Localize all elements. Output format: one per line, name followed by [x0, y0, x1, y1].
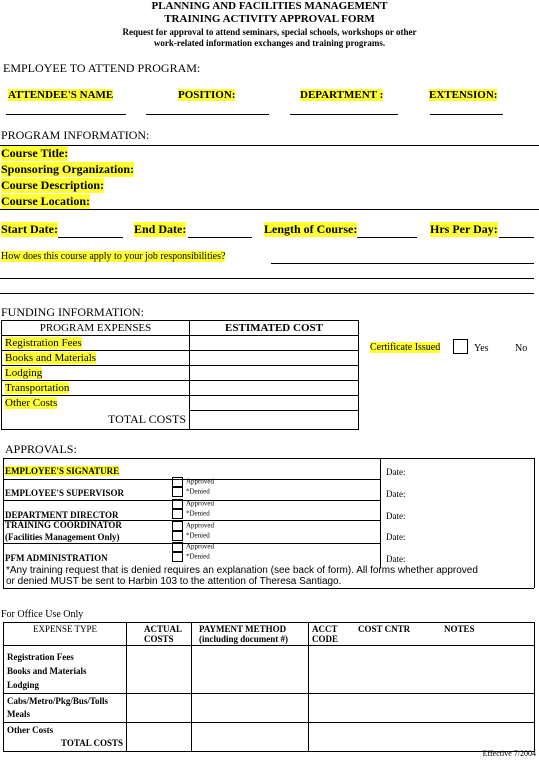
- certificate-yes[interactable]: Yes: [474, 343, 489, 354]
- program-divider-2: [0, 209, 539, 210]
- expense-label: Books and Materials: [2, 351, 190, 366]
- acct-code-cell[interactable]: [309, 694, 356, 723]
- estimated-cost-cell[interactable]: [190, 366, 359, 381]
- cost-cntr-cell[interactable]: [355, 723, 441, 752]
- supervisor-label: EMPLOYEE'S SUPERVISOR: [5, 488, 124, 498]
- acct-label-2: CODE: [312, 634, 339, 644]
- acct-code-cell[interactable]: [309, 723, 356, 752]
- payment-method-cell[interactable]: [192, 646, 309, 694]
- actual-cost-cell[interactable]: [127, 694, 192, 723]
- program-heading: PROGRAM INFORMATION:: [1, 128, 150, 142]
- notes-cell[interactable]: [441, 694, 535, 723]
- pfm-denied[interactable]: *Denied: [172, 552, 210, 562]
- training-coordinator-sub: (Facilities Management Only): [5, 532, 120, 542]
- program-divider: [0, 145, 539, 146]
- office-row-label: Meals: [7, 709, 30, 719]
- estimated-cost-cell[interactable]: [190, 351, 359, 366]
- pfm-admin-label: PFM ADMINISTRATION: [5, 553, 108, 563]
- length-label: Length of Course:: [264, 222, 358, 236]
- approvals-bottom-border: [3, 588, 534, 589]
- hrs-per-day-label: Hrs Per Day:: [430, 222, 498, 236]
- col-notes: NOTES: [441, 623, 535, 646]
- certificate-no[interactable]: No: [515, 343, 528, 354]
- department-field[interactable]: [290, 114, 398, 115]
- apply-question: How does this course apply to your job responsibilities?: [1, 251, 226, 262]
- table-row: [2, 336, 359, 351]
- form-subtitle-line2: work-related information exchanges and training programs.: [153, 38, 386, 48]
- certificate-checkbox[interactable]: [453, 339, 468, 354]
- pfm-date[interactable]: Date:: [386, 554, 406, 564]
- checkbox-icon[interactable]: [172, 542, 183, 552]
- table-row: [2, 351, 359, 366]
- expense-label: Lodging: [2, 366, 190, 381]
- approvals-left-border: [3, 458, 4, 588]
- form-subtitle-line1: Request for approval to attend seminars, special schools, workshops or other: [122, 27, 417, 37]
- acct-label-1: ACCT: [312, 624, 338, 634]
- pfm-approved[interactable]: Approved: [172, 542, 214, 552]
- checkbox-icon[interactable]: [172, 531, 183, 541]
- actual-cost-cell[interactable]: [127, 646, 192, 694]
- notes-cell[interactable]: [441, 646, 535, 694]
- total-cost-cell[interactable]: [190, 411, 359, 430]
- office-row-label: Cabs/Metro/Pkg/Bus/Tolls: [7, 696, 109, 706]
- hrs-per-day-field[interactable]: [499, 237, 534, 238]
- certificate-issued-label: Certificate Issued: [370, 342, 441, 353]
- funding-header-row: [2, 321, 359, 336]
- form-title: TRAINING ACTIVITY APPROVAL FORM: [164, 13, 375, 25]
- start-date-field[interactable]: [58, 237, 123, 238]
- total-costs-label: TOTAL COSTS: [2, 411, 190, 430]
- cost-cntr-cell[interactable]: [355, 694, 441, 723]
- director-denied[interactable]: *Denied: [172, 509, 210, 519]
- employee-signature-date[interactable]: Date:: [386, 467, 406, 477]
- estimated-cost-cell[interactable]: [190, 336, 359, 351]
- approvals-heading: APPROVALS:: [5, 442, 77, 456]
- length-field[interactable]: [357, 237, 417, 238]
- cost-cntr-cell[interactable]: [355, 646, 441, 694]
- end-date-label: End Date:: [134, 222, 187, 236]
- checkbox-icon[interactable]: [172, 521, 183, 531]
- expense-label: Other Costs: [2, 396, 190, 411]
- col-cost-cntr: COST CNTR: [355, 623, 441, 646]
- employee-heading: EMPLOYEE TO ATTEND PROGRAM:: [3, 61, 201, 75]
- approvals-date-divider: [380, 458, 381, 568]
- denial-note-line2: or denied MUST be sent to Harbin 103 to the attention of Theresa Santiago.: [6, 576, 342, 587]
- estimated-cost-cell[interactable]: [190, 396, 359, 411]
- coordinator-date[interactable]: Date:: [386, 532, 406, 542]
- director-approved[interactable]: Approved: [172, 499, 214, 509]
- checkbox-icon[interactable]: [172, 477, 183, 487]
- checkbox-icon[interactable]: [172, 487, 183, 497]
- supervisor-date[interactable]: Date:: [386, 489, 406, 499]
- total-row: [2, 411, 359, 430]
- estimated-cost-cell[interactable]: [190, 381, 359, 396]
- approvals-right-border: [534, 458, 535, 588]
- apply-answer-line-1[interactable]: [271, 263, 534, 264]
- expense-label: Registration Fees: [2, 336, 190, 351]
- attendee-name-label: ATTENDEE'S NAME: [8, 89, 114, 101]
- supervisor-denied[interactable]: *Denied: [172, 487, 210, 497]
- start-date-label: Start Date:: [1, 222, 58, 236]
- dept-director-label: DEPARTMENT DIRECTOR: [5, 510, 119, 520]
- funding-table: [1, 320, 359, 430]
- attendee-name-field[interactable]: [6, 114, 126, 115]
- notes-cell[interactable]: [441, 723, 535, 752]
- effective-date: Effective 7/2004: [482, 749, 536, 758]
- coordinator-denied[interactable]: *Denied: [172, 531, 210, 541]
- office-body-row: [4, 646, 535, 694]
- col-payment-method: [192, 623, 309, 646]
- course-title-label: Course Title:: [1, 146, 69, 160]
- office-row-label: Other Costs: [7, 725, 54, 735]
- table-row: [2, 396, 359, 411]
- position-label: POSITION:: [178, 89, 236, 101]
- expense-type-cell: [4, 694, 127, 723]
- training-coordinator-label: TRAINING COORDINATOR: [5, 520, 122, 530]
- checkbox-icon[interactable]: [172, 509, 183, 519]
- expense-type-cell: [4, 646, 127, 694]
- col-estimated-cost: ESTIMATED COST: [190, 321, 359, 336]
- payment-label-1: PAYMENT METHOD: [199, 624, 287, 634]
- course-description-label: Course Description:: [1, 178, 104, 192]
- extension-field[interactable]: [430, 114, 503, 115]
- office-use-heading: For Office Use Only: [1, 609, 84, 620]
- office-body-row: [4, 723, 535, 752]
- form-org-title: PLANNING AND FACILITIES MANAGEMENT: [151, 0, 388, 12]
- acct-code-cell[interactable]: [309, 646, 356, 694]
- payment-method-cell[interactable]: [192, 723, 309, 752]
- checkbox-icon[interactable]: [172, 552, 183, 562]
- actual-label-1: ACTUAL: [144, 624, 183, 634]
- actual-label-2: COSTS: [144, 634, 174, 644]
- col-actual-costs: [127, 623, 192, 646]
- coordinator-approved[interactable]: Approved: [172, 521, 214, 531]
- checkbox-icon[interactable]: [172, 499, 183, 509]
- position-field[interactable]: [146, 114, 269, 115]
- payment-label-2: (including document #): [199, 634, 289, 644]
- payment-method-cell[interactable]: [192, 694, 309, 723]
- col-program-expenses: PROGRAM EXPENSES: [2, 321, 190, 336]
- denial-note-line1: *Any training request that is denied requires an explanation (see back of form). All forms whether approved: [6, 565, 478, 576]
- expense-label: Transportation: [2, 381, 190, 396]
- table-row: [2, 366, 359, 381]
- table-row: [2, 381, 359, 396]
- department-label: DEPARTMENT :: [300, 89, 384, 101]
- expense-type-cell: [4, 723, 127, 752]
- office-row-label: Registration Fees: [7, 652, 74, 662]
- sponsoring-label: Sponsoring Organization:: [1, 162, 135, 176]
- office-body-row: [4, 694, 535, 723]
- funding-heading: FUNDING INFORMATION:: [1, 305, 145, 319]
- end-date-field[interactable]: [188, 237, 252, 238]
- col-expense-type: EXPENSE TYPE: [4, 623, 127, 646]
- office-header-row: [4, 623, 535, 646]
- office-use-table: [3, 622, 535, 752]
- director-date[interactable]: Date:: [386, 511, 406, 521]
- apply-answer-line-2[interactable]: [0, 278, 534, 279]
- office-row-label: Lodging: [7, 680, 40, 690]
- approvals-top-border: [3, 458, 534, 459]
- col-acct-code: [309, 623, 356, 646]
- extension-label: EXTENSION:: [429, 89, 498, 101]
- apply-answer-line-3[interactable]: [0, 293, 534, 294]
- office-row-label: Books and Materials: [7, 666, 87, 676]
- employee-signature-label: EMPLOYEE'S SIGNATURE: [5, 466, 120, 476]
- office-total-label: TOTAL COSTS: [61, 738, 123, 748]
- course-location-label: Course Location:: [1, 194, 90, 208]
- supervisor-approved[interactable]: Approved: [172, 477, 214, 487]
- actual-cost-cell[interactable]: [127, 723, 192, 752]
